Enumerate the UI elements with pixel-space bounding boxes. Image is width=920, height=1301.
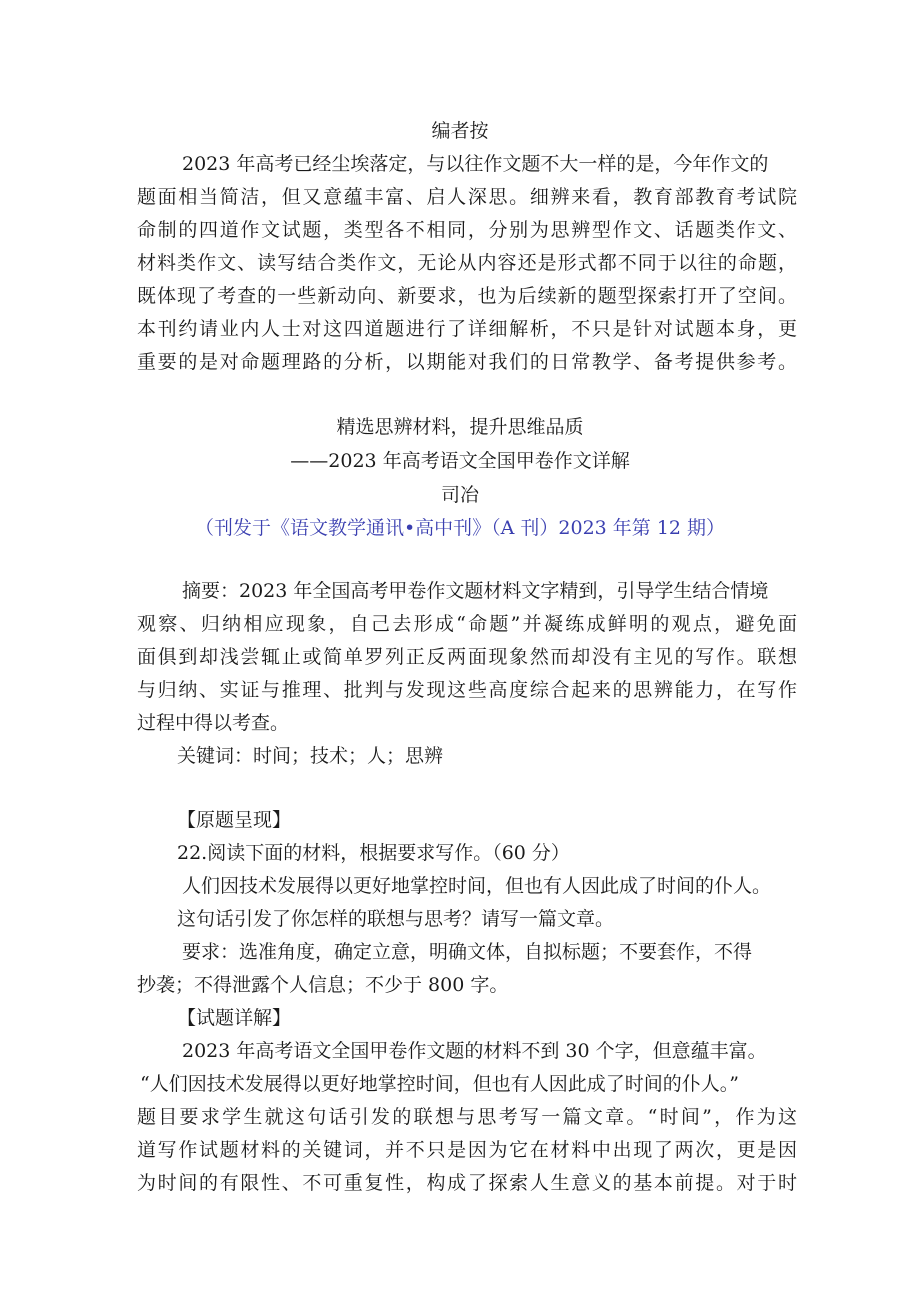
abstract-line-3: 面俱到却浅尝辄止或简单罗列正反两面现象然而却没有主见的写作。联想: [137, 646, 797, 668]
editor-note-line-3: 命制的四道作文试题，类型各不相同，分别为思辨型作文、话题类作文、: [137, 219, 797, 241]
question-item: 22.阅读下面的材料，根据要求写作。（60 分）: [177, 842, 570, 864]
editor-note-line-4: 材料类作文、读写结合类作文，无论从内容还是形式都不同于以往的命题，: [137, 252, 797, 274]
article-subtitle: ——2023 年高考语文全国甲卷作文详解: [290, 450, 630, 472]
question-requirements-2: 抄袭；不得泄露个人信息；不少于 800 字。: [137, 974, 509, 996]
analysis-line-5: 为时间的有限性、不可重复性，构成了探索人生意义的基本前提。对于时: [137, 1172, 797, 1194]
editor-note-line-5: 既体现了考查的一些新动向、新要求，也为后续新的题型探索打开了空间。: [137, 285, 797, 307]
abstract-line-2: 观察、归纳相应现象，自己去形成“命题”并凝练成鲜明的观点，避免面: [137, 613, 797, 635]
editor-note-heading: 编者按: [431, 120, 489, 142]
analysis-line-3: 题目要求学生就这句话引发的联想与思考写一篇文章。“时间”，作为这: [137, 1106, 797, 1128]
editor-note-line-2: 题面相当简洁，但又意蕴丰富、启人深思。细辨来看，教育部教育考试院: [137, 186, 797, 208]
editor-note-line-7: 重要的是对命题理路的分析，以期能对我们的日常教学、备考提供参考。: [137, 351, 797, 373]
article-source: （刊发于《语文教学通讯•高中刊》（A 刊）2023 年第 12 期）: [194, 517, 726, 539]
question-material-1: 人们因技术发展得以更好地掌控时间，但也有人因此成了时间的仆人。: [182, 875, 772, 897]
keywords: 关键词：时间；技术；人；思辨: [177, 745, 444, 767]
question-material-2: 这句话引发了你怎样的联想与思考？请写一篇文章。: [177, 908, 615, 930]
abstract-line-4: 与归纳、实证与推理、批判与发现这些高度综合起来的思辨能力，在写作: [137, 679, 797, 701]
article-author: 司冶: [440, 484, 479, 506]
question-section-title: 【原题呈现】: [177, 809, 292, 831]
analysis-section-title: 【试题详解】: [177, 1007, 292, 1029]
question-requirements-1: 要求：选准角度，确定立意，明确文体，自拟标题；不要套作，不得: [182, 941, 753, 963]
abstract-line-1: 摘要：2023 年全国高考甲卷作文题材料文字精到，引导学生结合情境: [182, 580, 769, 602]
editor-note-line-1: 2023 年高考已经尘埃落定，与以往作文题不大一样的是，今年作文的: [182, 153, 769, 175]
analysis-line-4: 道写作试题材料的关键词，并不只是因为它在材料中出现了两次，更是因: [137, 1139, 797, 1161]
article-title: 精选思辨材料，提升思维品质: [336, 416, 584, 438]
analysis-line-1: 2023 年高考语文全国甲卷作文题的材料不到 30 个字，但意蕴丰富。: [182, 1040, 767, 1062]
analysis-line-2: “人们因技术发展得以更好地掌控时间，但也有人因此成了时间的仆人。”: [140, 1073, 739, 1095]
editor-note-line-6: 本刊约请业内人士对这四道题进行了详细解析，不只是针对试题本身，更: [137, 318, 797, 340]
abstract-line-5: 过程中得以考查。: [137, 712, 290, 734]
